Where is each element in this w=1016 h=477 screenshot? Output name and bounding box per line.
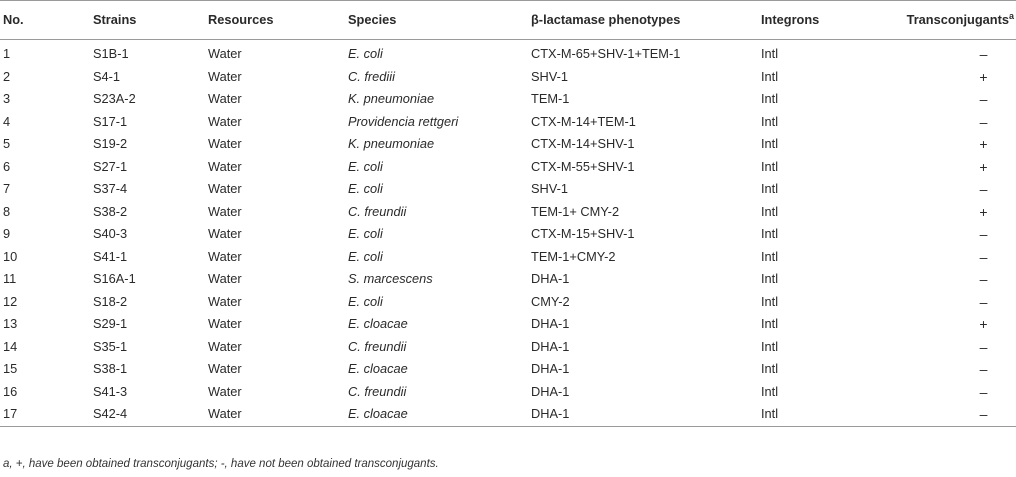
table-row: [0, 178, 1016, 201]
cell-phenotype: CTX-M-14+SHV-1: [531, 136, 635, 152]
table-body: [0, 40, 1016, 427]
cell-species: K. pneumoniae: [348, 91, 435, 107]
cell-transconjugant: +: [979, 316, 988, 333]
cell-strain: S17-1: [93, 113, 128, 129]
cell-phenotype: DHA-1: [531, 383, 570, 399]
cell-integron: Intl: [761, 338, 779, 354]
cell-strain: S42-4: [93, 403, 208, 426]
cell-no: 5: [3, 136, 11, 152]
cell-phenotype: SHV-1: [531, 68, 568, 84]
table-row: [0, 156, 1016, 179]
cell-resource: Water: [208, 316, 242, 332]
header-phenotypes: β-lactamase phenotypes: [531, 1, 761, 40]
cell-integron: Intl: [761, 248, 779, 264]
header-strains: Strains: [93, 1, 208, 40]
cell-phenotype: DHA-1: [531, 316, 570, 332]
cell-strain: S35-1: [93, 338, 128, 354]
header-transconjugants: [891, 1, 1016, 40]
cell-species: E. cloacae: [348, 316, 408, 332]
cell-phenotype: CTX-M-14+TEM-1: [531, 113, 636, 129]
cell-resource: Water: [208, 271, 242, 287]
cell-strain: S23A-2: [93, 91, 136, 107]
cell-transconjugant: –: [891, 403, 1016, 426]
cell-transconjugant: –: [979, 338, 988, 355]
cell-strain: S37-4: [93, 181, 128, 197]
cell-transconjugant: –: [979, 46, 988, 63]
table-footnote: a, +, have been obtained transconjugants; -, have not been obtained transconjugants.: [3, 458, 439, 470]
cell-no: 16: [3, 383, 18, 399]
cell-resource: Water: [208, 91, 242, 107]
cell-species: C. frediii: [348, 68, 395, 84]
cell-species: E. coli: [348, 226, 383, 242]
cell-phenotype: DHA-1: [531, 338, 570, 354]
table-row: [0, 133, 1016, 156]
cell-transconjugant: +: [979, 136, 988, 153]
cell-species: K. pneumoniae: [348, 136, 435, 152]
cell-no: 3: [3, 91, 11, 107]
cell-species: E. coli: [348, 181, 383, 197]
cell-resource: Water: [208, 383, 242, 399]
cell-phenotype: TEM-1+ CMY-2: [531, 203, 620, 219]
cell-integron: Intl: [761, 226, 779, 242]
cell-transconjugant: –: [979, 361, 988, 378]
table-row: [0, 291, 1016, 314]
cell-integron: Intl: [761, 68, 779, 84]
header-row: [0, 1, 1016, 40]
header-integrons: Integrons: [761, 1, 891, 40]
table-row: [0, 111, 1016, 134]
cell-phenotype: DHA-1: [531, 403, 761, 426]
cell-strain: S38-2: [93, 203, 128, 219]
cell-no: 11: [3, 271, 17, 287]
header-transconjugants-footnote-mark: a: [1008, 11, 1014, 21]
cell-no: 10: [3, 248, 18, 264]
cell-species: E. cloacae: [348, 361, 408, 377]
cell-integron: Intl: [761, 316, 779, 332]
table-row: [0, 223, 1016, 246]
cell-resource: Water: [208, 136, 242, 152]
cell-strain: S40-3: [93, 226, 128, 242]
cell-species: S. marcescens: [348, 271, 433, 287]
cell-species: C. freundii: [348, 203, 407, 219]
cell-resource: Water: [208, 181, 242, 197]
cell-integron: Intl: [761, 113, 779, 129]
cell-resource: Water: [208, 203, 242, 219]
cell-integron: Intl: [761, 158, 779, 174]
cell-no: 14: [3, 338, 18, 354]
cell-no: 2: [3, 68, 11, 84]
cell-integron: Intl: [761, 181, 779, 197]
cell-transconjugant: –: [979, 91, 988, 108]
cell-transconjugant: +: [979, 68, 988, 85]
header-transconjugants-label: Transconjugants: [906, 12, 1009, 27]
cell-integron: Intl: [761, 271, 779, 287]
cell-species: E. coli: [348, 293, 383, 309]
cell-no: 13: [3, 316, 18, 332]
cell-transconjugant: –: [979, 113, 988, 130]
cell-resource: Water: [208, 248, 242, 264]
header-resources: Resources: [208, 1, 348, 40]
table-row: [0, 313, 1016, 336]
cell-strain: S29-1: [93, 316, 128, 332]
table-row: [0, 40, 1016, 66]
cell-species: C. freundii: [348, 383, 407, 399]
cell-no: 17: [0, 403, 93, 426]
table-row: [0, 66, 1016, 89]
cell-strain: S41-1: [93, 248, 128, 264]
cell-resource: Water: [208, 361, 242, 377]
cell-phenotype: SHV-1: [531, 181, 568, 197]
cell-no: 12: [3, 293, 18, 309]
cell-resource: Water: [208, 158, 242, 174]
cell-resource: Water: [208, 293, 242, 309]
cell-resource: Water: [208, 113, 242, 129]
cell-resource: Water: [208, 68, 242, 84]
cell-integron: Intl: [761, 203, 779, 219]
table-row: [0, 358, 1016, 381]
cell-resource: Water: [208, 338, 242, 354]
cell-phenotype: CMY-2: [531, 293, 570, 309]
cell-resource: Water: [208, 226, 242, 242]
cell-no: 6: [3, 158, 11, 174]
cell-transconjugant: –: [979, 383, 988, 400]
cell-strain: S38-1: [93, 361, 128, 377]
cell-phenotype: CTX-M-15+SHV-1: [531, 226, 635, 242]
cell-integron: Intl: [761, 383, 779, 399]
cell-no: 1: [3, 46, 11, 62]
cell-no: 4: [3, 113, 11, 129]
cell-transconjugant: +: [979, 203, 988, 220]
cell-phenotype: CTX-M-55+SHV-1: [531, 158, 635, 174]
cell-phenotype: DHA-1: [531, 361, 570, 377]
cell-integron: Intl: [761, 293, 779, 309]
cell-strain: S19-2: [93, 136, 128, 152]
cell-strain: S41-3: [93, 383, 128, 399]
cell-strain: S16A-1: [93, 271, 136, 287]
cell-no: 9: [3, 226, 11, 242]
cell-transconjugant: –: [979, 248, 988, 265]
header-no: No.: [0, 1, 93, 40]
cell-transconjugant: –: [979, 181, 988, 198]
cell-integron: Intl: [761, 136, 779, 152]
cell-species: E. coli: [348, 248, 383, 264]
cell-strain: S27-1: [93, 158, 128, 174]
cell-integron: Intl: [761, 91, 779, 107]
cell-species: C. freundii: [348, 338, 407, 354]
cell-resource: Water: [208, 403, 348, 426]
cell-species: E. coli: [348, 158, 383, 174]
table-row: [0, 268, 1016, 291]
table-row: [0, 381, 1016, 404]
cell-transconjugant: –: [979, 271, 988, 288]
cell-species: Providencia rettgeri: [348, 113, 459, 129]
cell-species: E. coli: [348, 46, 383, 62]
cell-resource: Water: [208, 46, 242, 62]
cell-integron: Intl: [761, 46, 779, 62]
cell-transconjugant: –: [979, 226, 988, 243]
table-row: [0, 336, 1016, 359]
cell-integron: Intl: [761, 361, 779, 377]
cell-phenotype: TEM-1+CMY-2: [531, 248, 616, 264]
table-row: [0, 88, 1016, 111]
table-row: [0, 246, 1016, 269]
cell-integron: Intl: [761, 403, 891, 426]
cell-species: E. cloacae: [348, 403, 531, 426]
cell-strain: S1B-1: [93, 46, 129, 62]
table-row: [0, 201, 1016, 224]
cell-no: 8: [3, 203, 11, 219]
cell-transconjugant: –: [979, 293, 988, 310]
cell-phenotype: CTX-M-65+SHV-1+TEM-1: [531, 46, 681, 62]
cell-no: 15: [3, 361, 18, 377]
cell-strain: S18-2: [93, 293, 128, 309]
cell-no: 7: [3, 181, 11, 197]
cell-phenotype: TEM-1: [531, 91, 570, 107]
cell-transconjugant: +: [979, 158, 988, 175]
cell-strain: S4-1: [93, 68, 121, 84]
table-row: [0, 403, 1016, 426]
header-species: Species: [348, 1, 531, 40]
cell-phenotype: DHA-1: [531, 271, 570, 287]
